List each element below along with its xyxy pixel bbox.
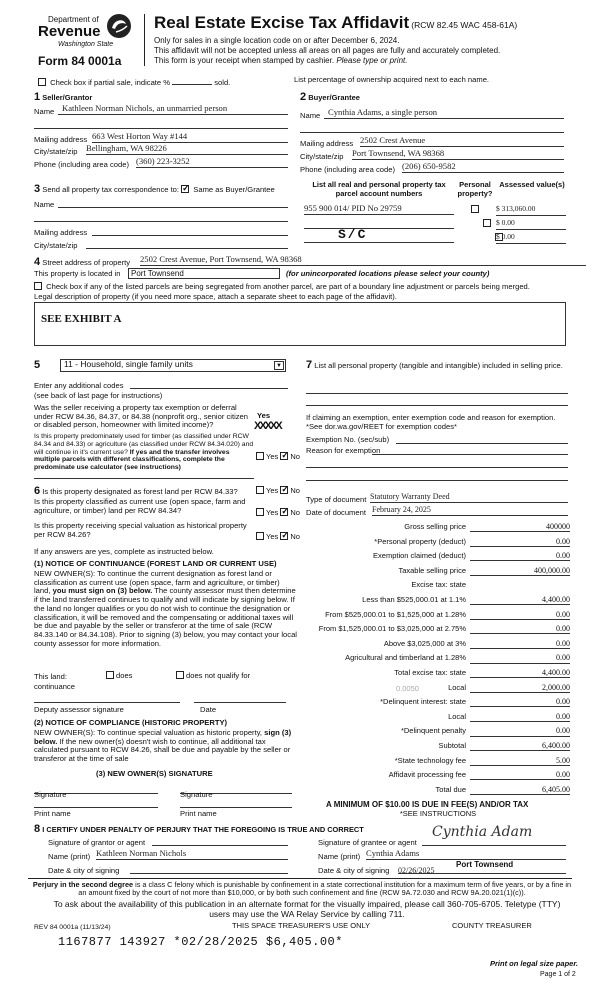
tax-row (300, 726, 570, 739)
correspondence-name-label: Name (34, 200, 55, 209)
personal-property-line-1[interactable] (306, 384, 568, 394)
tax-row-value[interactable]: 0.00 (470, 537, 570, 547)
grantee-signature: Cynthia Adam (432, 824, 533, 840)
segregated-checkbox[interactable] (34, 282, 42, 290)
partial-sale-checkbox[interactable] (38, 78, 46, 86)
correspondence-row (34, 183, 275, 196)
buyer-name-label: Name (300, 111, 321, 120)
tax-row (300, 537, 570, 550)
section-7-number: 7 (306, 359, 313, 371)
exemption-claim-label: If claiming an exemption, enter exemption code and reason for exemption. *See dor.wa.gov/REET for exemption codes* (306, 413, 556, 431)
partial-sale-label: Check box if partial sale, indicate % (50, 78, 170, 87)
new-owner-print-label-1: Print name (34, 809, 71, 818)
forest-yes-checkbox[interactable] (256, 486, 264, 494)
historic-no-label: No (290, 532, 300, 541)
correspondence-extra-line[interactable] (34, 212, 288, 222)
tax-row-label: Affidavit processing fee (388, 770, 466, 780)
sc-stamp: S/C (338, 227, 368, 242)
buyer-name-field[interactable]: Cynthia Adams, a single person (324, 108, 564, 119)
additional-codes-field[interactable] (130, 380, 288, 389)
continuance-label: continuance (34, 682, 75, 691)
dropdown-arrow-icon[interactable]: ▼ (274, 361, 284, 370)
current-use-no-label: No (290, 508, 300, 517)
personal-property-row (306, 359, 568, 372)
historic-yn (256, 532, 300, 542)
notice1-text-b: The county assessor must then determine if the land transferred continues to qualify and will indicate by signing below. If the land no longer qualifies or you do not wish to continue the designation or classification, it will be removed and the compensating or additional taxes will be due and payable by the seller or transferor at the time of sale (RCW 84.33.140 or 84.34.108). Prior to signing (3) below, you may contact your local county assessor for more information. (34, 586, 297, 648)
notice1-text (34, 570, 298, 648)
grantee-signature-label: Signature of grantee or agent (318, 838, 417, 847)
tax-row-label: From $525,000.01 to $1,525,000 at 1.28% (325, 609, 466, 619)
street-address-field[interactable]: 2502 Crest Avenue, Port Townsend, WA 98368 (140, 255, 586, 266)
historic-question: Is this property receiving special valuation as historical property per RCW 84.26? (34, 521, 247, 539)
seller-name-field[interactable]: Kathleen Norman Nichols, an unmarried person (58, 104, 288, 115)
parcel-number-2[interactable] (304, 218, 454, 229)
timber-question (34, 433, 256, 472)
local-rate: 0.0050 (396, 684, 419, 693)
deputy-signature-line[interactable] (34, 693, 180, 703)
tax-row (300, 770, 570, 783)
notice2-text-a: NEW OWNER(S): To continue special valuation as historic property, (34, 728, 263, 737)
personal-property-checkbox-1[interactable] (471, 205, 479, 213)
new-owner-print-label-2: Print name (180, 809, 217, 818)
tax-row-label: *Personal property (deduct) (374, 536, 466, 546)
land-does-not-checkbox[interactable] (176, 671, 184, 679)
timber-no-label: No (290, 452, 300, 461)
personal-property-col-header: Personal property? (457, 180, 493, 198)
parcels-col-header: List all real and personal property tax parcel account numbers (312, 180, 446, 198)
section-8-number: 8 (34, 823, 41, 835)
buyer-extra-line[interactable] (300, 122, 564, 133)
historic-yes-label: Yes (266, 532, 279, 541)
tax-row-value[interactable]: 0.00 (470, 624, 570, 634)
grantee-signature-field[interactable] (422, 824, 566, 846)
forest-question: Is this property designated as forest land per RCW 84.33? (42, 487, 238, 496)
exemption-reason-label: Reason for exemption (306, 446, 381, 455)
additional-codes-label: Enter any additional codes (34, 381, 124, 390)
notice1-text-a: NEW OWNER(S): To continue the current designation as forest land or classification as current use (open space, farm and agriculture, or timber) land, (34, 569, 280, 596)
grantor-signature-field[interactable] (152, 836, 288, 846)
timber-yes-label: Yes (266, 452, 279, 461)
tax-row-value[interactable]: 5.00 (470, 756, 570, 766)
exemption-no-label: Exemption No. (sec/sub) (306, 435, 390, 444)
street-address-label: Street address of property (42, 258, 131, 267)
seller-city-label: City/state/zip (34, 147, 78, 156)
header-sub2: This affidavit will not be accepted unless all areas on all pages are fully and accurately completed. (154, 46, 501, 55)
tax-row-label: *State technology fee (394, 755, 466, 765)
accessibility-note: To ask about the availability of this publication in an alternate format for the visually impaired, please call 360-705-6705. Teletype (TTY) users may use the WA Relay Service by calling 711. (53, 899, 561, 919)
exemption-reason-field[interactable] (372, 445, 568, 455)
grantee-name-label: Name (print) (318, 852, 361, 861)
personal-property-line-2[interactable] (306, 396, 568, 406)
legal-description-value: SEE EXHIBIT A (41, 313, 122, 325)
notice2-bold: sign (3) below. (34, 728, 292, 746)
dept-line1: Department of (48, 15, 99, 24)
notice2-text (34, 729, 298, 764)
revision: REV 84 0001a (11/13/24) (34, 924, 111, 931)
doc-type-label: Type of document (306, 495, 367, 504)
section-5-number: 5 (34, 359, 41, 371)
page-number: Page 1 of 2 (540, 971, 576, 978)
buyer-heading (300, 91, 360, 104)
current-use-yes-checkbox[interactable] (256, 508, 264, 516)
certify-heading: I CERTIFY UNDER PENALTY OF PERJURY THAT THE FOREGOING IS TRUE AND CORRECT (42, 825, 364, 834)
see-instructions-note: *SEE INSTRUCTIONS (399, 809, 477, 818)
doc-type-field[interactable]: Statutory Warranty Deed (370, 492, 568, 503)
section-3-number: 3 (34, 183, 41, 195)
header-divider (144, 14, 145, 66)
correspondence-mailing-label: Mailing address (34, 228, 88, 237)
historic-yes-checkbox[interactable] (256, 532, 264, 540)
personal-property-checkbox-2[interactable] (483, 219, 491, 227)
tax-row-value[interactable]: 0.00 (470, 610, 570, 620)
tax-row (300, 712, 570, 725)
forest-no-label: No (290, 486, 300, 495)
treasurer-use: THIS SPACE TREASURER'S USE ONLY (232, 921, 371, 930)
tax-row (300, 610, 570, 623)
notice3-title: (3) NEW OWNER(S) SIGNATURE (96, 769, 213, 778)
receipt-stamp: 1167877 143927 *02/28/2025 $6,405.00* (58, 935, 343, 949)
notice1-title: (1) NOTICE OF CONTINUANCE (FOREST LAND OR CURRENT USE) (34, 559, 277, 568)
print-legal-note: Print on legal size paper. (490, 959, 578, 968)
perjury-notice (28, 881, 576, 898)
tax-row (300, 624, 570, 637)
tax-row-label: Gross selling price (404, 522, 466, 531)
historic-no-checkbox[interactable] (280, 532, 288, 540)
segregated-label: Check box if any of the listed parcels are being segregated from another parcel, are part of a boundary line adjustment or parcels being merged. (46, 282, 530, 291)
tax-row-label: Less than $525,000.01 at 1.1% (362, 595, 466, 604)
section8-divider (28, 878, 572, 879)
tax-row (300, 756, 570, 769)
tax-row-value[interactable]: 0.00 (470, 639, 570, 649)
exemption-yes-label: Yes (257, 411, 271, 420)
seller-mailing-label: Mailing address (34, 135, 88, 144)
correspondence-city-field[interactable] (86, 239, 288, 249)
personal-property-label: List all personal property (tangible and intangible) included in selling price. (314, 361, 563, 370)
current-use-yn (256, 508, 300, 518)
tax-row (300, 551, 570, 564)
grantor-signature-label: Signature of grantor or agent (48, 838, 146, 847)
new-owner-print-2[interactable] (180, 796, 292, 808)
section-2-number: 2 (300, 91, 307, 103)
additional-codes-note: (see back of last page for instructions) (34, 391, 163, 400)
grantor-date-label: Date & city of signing (48, 866, 120, 875)
correspondence-city-label: City/state/zip (34, 241, 78, 250)
exemption-crossed-mark: XXXXX (254, 420, 281, 432)
legal-description-label: Legal description of property (if you need more space, attach a separate sheet to each page of the affidavit). (34, 292, 397, 301)
current-use-yes-label: Yes (266, 508, 279, 517)
grantee-date-field[interactable] (398, 860, 566, 875)
section-6-number: 6 (34, 485, 41, 497)
deputy-date-label: Date (200, 705, 217, 714)
tax-row (300, 668, 570, 681)
dept-line3: Washington State (58, 41, 114, 48)
exemption-question: Was the seller receiving a property tax exemption or deferral under RCW 84.36, 84.37, or 84.38 (nonprofit org., senior citizen or disabled person, homeowner with limited income)? (34, 403, 249, 430)
seller-phone-label: Phone (including area code) (34, 160, 129, 169)
tax-row-label: Total due (435, 784, 466, 794)
forest-question-row (34, 485, 238, 498)
buyer-heading-label: Buyer/Grantee (308, 93, 360, 102)
timber-yn (256, 452, 300, 462)
correspondence-mailing-field[interactable] (92, 226, 288, 236)
tax-row-value[interactable]: 0.00 (470, 551, 570, 561)
correspondence-name-field[interactable] (58, 198, 288, 208)
assessed-value-1[interactable]: $ 313,060.00 (496, 205, 566, 216)
form-title: Real Estate Excise Tax Affidavit (154, 13, 410, 32)
land-does-label: does (116, 671, 133, 680)
tax-row-label: Excise tax: state (411, 580, 466, 590)
tax-row-value[interactable]: 6,400.00 (470, 741, 570, 751)
header-sub3-italic: Please type or print. (336, 56, 408, 65)
grantee-city-value: Port Townsend (456, 860, 514, 869)
seller-heading (34, 91, 92, 104)
section6-instruction: If any answers are yes, complete as instructed below. (34, 547, 214, 556)
forest-yes-label: Yes (266, 486, 279, 495)
partial-sale-row (38, 77, 230, 88)
land-does-not-label: does not qualify for (186, 671, 251, 680)
located-note: (for unincorporated locations please select your county) (286, 269, 490, 278)
grantor-name-label: Name (print) (48, 852, 91, 861)
seller-city-field[interactable]: Bellingham, WA 98226 (86, 144, 288, 155)
tax-row-label: *Delinquent penalty (400, 726, 466, 736)
tax-row (300, 697, 570, 710)
tax-row-label: Subtotal (438, 741, 466, 750)
located-label: This property is located in (34, 269, 121, 278)
land-does-checkbox[interactable] (106, 671, 114, 679)
new-owner-signature-label-2: Signature (180, 790, 213, 799)
timber-yes-checkbox[interactable] (256, 452, 264, 460)
land-does-not-option (176, 671, 250, 681)
buyer-phone-field[interactable]: (206) 650-9582 (402, 162, 564, 173)
correspondence-label: Send all property tax correspondence to: (42, 185, 180, 194)
land-does-option (106, 671, 132, 681)
tax-row-label: From $1,525,000.01 to $3,025,000 at 2.75% (318, 624, 466, 634)
timber-underline (34, 478, 254, 479)
seller-extra-line[interactable] (34, 118, 288, 129)
legal-description-box[interactable] (34, 302, 566, 346)
land-use-value: 11 - Household, single family units (64, 359, 193, 369)
section-1-number: 1 (34, 91, 41, 103)
dept-line2: Revenue (38, 23, 101, 40)
forest-yn (256, 486, 300, 496)
tax-row-label: *Delinquent interest: state (380, 697, 466, 707)
header-sub3-row (154, 56, 407, 65)
seller-heading-label: Seller/Grantor (42, 93, 93, 102)
segregated-row (34, 282, 530, 292)
doc-date-field[interactable]: February 24, 2025 (372, 505, 568, 516)
tax-row-value[interactable]: 400000 (470, 522, 570, 532)
buyer-mailing-field[interactable]: 2502 Crest Avenue (360, 136, 564, 147)
same-as-buyer-label: Same as Buyer/Grantee (193, 185, 275, 194)
grantee-name-field[interactable]: Cynthia Adams (366, 849, 566, 860)
doc-date-label: Date of document (306, 508, 366, 517)
notice1-bold: you must sign on (3) below. (52, 586, 153, 596)
timber-question-b: If yes and the transfer involves multiple parcels with different classifications, complete the predominate use calculator (see instructions) (34, 448, 230, 472)
tax-row-value[interactable]: 0.00 (470, 697, 570, 707)
buyer-city-label: City/state/zip (300, 152, 344, 161)
partial-sale-sold: sold. (214, 78, 231, 87)
header-sub1: Only for sales in a single location code on or after December 6, 2024. (154, 36, 400, 45)
deputy-signature-label: Deputy assessor signature (34, 705, 124, 714)
parcel-number-1[interactable]: 955 900 014/ PID No 29759 (304, 204, 454, 215)
tax-row-value[interactable]: 4,400.00 (470, 668, 570, 678)
tax-row-label: Above $3,025,000 at 3% (383, 638, 466, 648)
tax-row (300, 566, 570, 579)
tax-row-value[interactable]: 4,400.00 (470, 595, 570, 605)
tax-row-value[interactable]: 0.00 (470, 712, 570, 722)
tax-row-value[interactable]: 0.00 (470, 770, 570, 780)
forest-no-checkbox[interactable] (280, 486, 288, 494)
grantee-date-label: Date & city of signing (318, 866, 390, 875)
tax-row-value[interactable]: 400,000.00 (470, 566, 570, 576)
timber-no-checkbox[interactable] (280, 452, 288, 460)
tax-row-label: Total excise tax: state (394, 668, 466, 677)
header-sub3: This form is your receipt when stamped by cashier. (154, 56, 335, 65)
exemption-reason-line-2[interactable] (306, 458, 568, 468)
buyer-city-field[interactable]: Port Townsend, WA 98368 (352, 149, 564, 160)
timber-question-a: Is this property predominately used for timber (as classified under RCW 84.34 and 84.33) or agriculture (as classified under RCW 84.34.020) and will continue in it's current use? (34, 433, 254, 456)
street-address-row (34, 256, 130, 269)
exemption-no-field[interactable] (396, 434, 568, 444)
exemption-reason-line-3[interactable] (306, 471, 568, 481)
grantee-date-value: 02/26/2025 (398, 866, 435, 875)
partial-sale-percent-input[interactable] (172, 77, 212, 85)
new-owner-signature-label-1: Signature (34, 790, 67, 799)
tax-row-label: Exemption claimed (deduct) (373, 551, 466, 561)
tax-row-label: Agricultural and timberland at 1.28% (345, 653, 466, 663)
tax-row (300, 522, 570, 535)
tax-row-value[interactable]: 0.00 (470, 653, 570, 663)
tax-row (300, 639, 570, 652)
revenue-swirl-icon (106, 13, 132, 39)
land-use-select[interactable] (60, 359, 286, 372)
tax-row-label: Local (448, 711, 466, 721)
tax-row (300, 580, 570, 593)
county-treasurer: COUNTY TREASURER (452, 921, 532, 930)
minimum-due-note: A MINIMUM OF $10.00 IS DUE IN FEE(S) AND/OR TAX (326, 800, 529, 809)
form-title-ref: (RCW 82.45 WAC 458-61A) (411, 20, 518, 30)
ownership-note: List percentage of ownership acquired next to each name. (294, 75, 490, 84)
tax-row-label: Local (448, 682, 466, 692)
same-as-buyer-checkbox[interactable] (181, 185, 189, 193)
tax-row-value[interactable]: 0.00 (470, 726, 570, 736)
notice2-text-b: If the new owner(s) doesn't wish to continue, all additional tax calculated pursuant to RCW 84.26, shall be due and payable by the seller or transferor at the time of sale (34, 736, 291, 764)
tax-row (300, 683, 570, 696)
section-4-number: 4 (34, 256, 41, 268)
buyer-mailing-label: Mailing address (300, 139, 354, 148)
tax-row (300, 595, 570, 608)
tax-row (300, 785, 570, 798)
tax-row (300, 653, 570, 666)
certify-row (34, 823, 364, 836)
buyer-phone-label: Phone (including area code) (300, 165, 395, 174)
seller-name-label: Name (34, 107, 55, 116)
form-title-row (154, 13, 517, 33)
grantor-date-field[interactable] (130, 864, 288, 874)
parcel-number-3[interactable] (304, 232, 454, 243)
current-use-question: Is this property classified as current use (open space, farm and agriculture, or timber) land per RCW 84.34? (34, 497, 246, 515)
assessed-col-header: Assessed value(s) (499, 180, 565, 189)
seller-mailing-field[interactable]: 663 West Horton Way #144 (92, 132, 288, 143)
new-owner-print-1[interactable] (34, 796, 158, 808)
located-select[interactable]: Port Townsend (128, 268, 280, 279)
tax-row-value[interactable]: 2,000.00 (470, 683, 570, 693)
this-land-label: This land: (34, 672, 67, 681)
current-use-no-checkbox[interactable] (280, 508, 288, 516)
perjury-text: is a class C felony which is punishable by confinement in a state correctional institution for a maximum term of five years, or by a fine in an amount fixed by the court of not more than $10,000, or by both such confinement and fine (RCW 9A.72.030 and RCW 9A.20.021(1)(c)). (78, 880, 572, 898)
deputy-date-line[interactable] (194, 693, 286, 703)
notice2-title: (2) NOTICE OF COMPLIANCE (HISTORIC PROPERTY) (34, 718, 228, 727)
assessed-value-3[interactable]: $ 0.00 (496, 233, 566, 244)
tax-row-label: Taxable selling price (398, 565, 466, 575)
perjury-bold: Perjury in the second degree (32, 880, 134, 889)
tax-row-value[interactable]: 6,405.00 (470, 785, 570, 795)
tax-row (300, 741, 570, 754)
seller-phone-field[interactable]: (360) 223-3252 (136, 157, 288, 168)
form-number: Form 84 0001a (38, 54, 122, 68)
assessed-value-2[interactable]: $ 0.00 (496, 219, 566, 230)
grantor-name-field[interactable]: Kathleen Norman Nichols (96, 849, 288, 860)
